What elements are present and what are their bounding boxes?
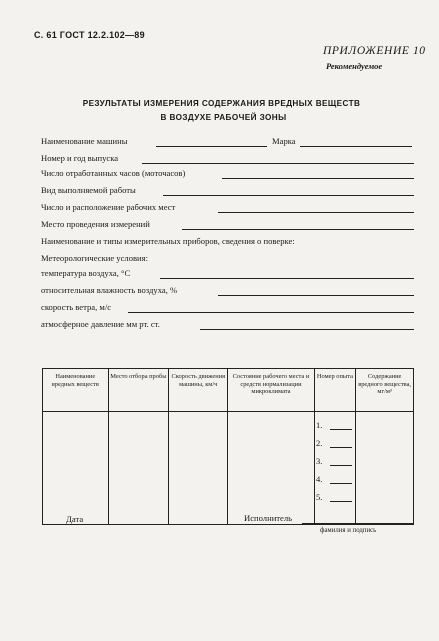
experiment-number-1: 1. bbox=[316, 420, 323, 430]
experiment-line-2[interactable] bbox=[330, 447, 352, 448]
field-humidity-line[interactable] bbox=[218, 295, 414, 296]
field-brand-line[interactable] bbox=[300, 146, 412, 147]
field-hours-line[interactable] bbox=[222, 178, 414, 179]
experiment-line-1[interactable] bbox=[330, 429, 352, 430]
page-header: С. 61 ГОСТ 12.2.102—89 bbox=[34, 30, 145, 40]
field-pressure-line[interactable] bbox=[200, 329, 414, 330]
field-temp-line[interactable] bbox=[160, 278, 414, 279]
field-wind-line[interactable] bbox=[128, 312, 414, 313]
cell-substance[interactable] bbox=[43, 412, 109, 525]
field-places-line[interactable] bbox=[218, 212, 414, 213]
appendix-status: Рекомендуемое bbox=[326, 61, 383, 71]
field-number-year-line[interactable] bbox=[142, 163, 414, 164]
field-work-line[interactable] bbox=[163, 195, 414, 196]
cell-workplace-state[interactable] bbox=[228, 412, 314, 525]
cell-content[interactable] bbox=[356, 412, 414, 525]
cell-sample-place[interactable] bbox=[108, 412, 169, 525]
field-number-year-label: Номер и год выпуска bbox=[41, 153, 119, 163]
experiment-number-4: 4. bbox=[316, 474, 323, 484]
experiment-number-2: 2. bbox=[316, 438, 323, 448]
executor-label: Исполнитель bbox=[244, 513, 293, 523]
field-place-label: Место проведения измерений bbox=[41, 219, 150, 229]
field-brand-label: Марка bbox=[272, 136, 296, 146]
doc-title-line2: В ВОЗДУХЕ РАБОЧЕЙ ЗОНЫ bbox=[160, 113, 287, 122]
field-hours-label: Число отработанных часов (моточасов) bbox=[41, 168, 186, 178]
doc-title-line1: РЕЗУЛЬТАТЫ ИЗМЕРЕНИЯ СОДЕРЖАНИЯ ВРЕДНЫХ ВЕЩЕСТВ bbox=[82, 99, 361, 108]
table-row bbox=[43, 412, 414, 525]
field-temp-label: температура воздуха, °С bbox=[41, 268, 131, 278]
experiment-line-4[interactable] bbox=[330, 483, 352, 484]
executor-line[interactable] bbox=[302, 523, 414, 524]
experiment-line-3[interactable] bbox=[330, 465, 352, 466]
appendix-title: ПРИЛОЖЕНИЕ 10 bbox=[323, 45, 426, 57]
experiment-number-3: 3. bbox=[316, 456, 323, 466]
col-content: Содержание вредного вещества, мг/м³ bbox=[356, 369, 414, 412]
field-work-label: Вид выполняемой работы bbox=[41, 185, 136, 195]
field-pressure-label: атмосферное давление мм рт. ст. bbox=[41, 319, 160, 329]
cell-speed[interactable] bbox=[169, 412, 228, 525]
experiment-line-5[interactable] bbox=[330, 501, 352, 502]
table-header-row bbox=[43, 369, 414, 412]
field-wind-label: скорость ветра, м/с bbox=[41, 302, 112, 312]
date-label: Дата bbox=[66, 514, 84, 524]
date-line[interactable] bbox=[92, 524, 204, 525]
field-meteo-label: Метеорологические условия: bbox=[41, 253, 148, 263]
executor-caption: фамилия и подпись bbox=[320, 527, 377, 534]
col-sample-place: Место отбора пробы bbox=[108, 369, 169, 412]
experiment-number-5: 5. bbox=[316, 492, 323, 502]
col-workplace-state: Состояние рабочего места и средств нормализации микроклимата bbox=[228, 369, 314, 412]
field-humidity-label: относительная влажность воздуха, % bbox=[41, 285, 178, 295]
measurement-table bbox=[42, 368, 414, 525]
field-place-line[interactable] bbox=[182, 229, 414, 230]
field-places-label: Число и расположение рабочих мест bbox=[41, 202, 176, 212]
field-instruments-label: Наименование и типы измерительных приборов, сведения о поверке: bbox=[41, 236, 295, 246]
col-experiment-number: Номер опыта bbox=[314, 369, 356, 412]
col-substance: Наименование вредных веществ bbox=[43, 369, 109, 412]
col-speed: Скорость движения машины, км/ч bbox=[169, 369, 228, 412]
field-machine-label: Наименование машины bbox=[41, 136, 128, 146]
field-machine-line[interactable] bbox=[156, 146, 267, 147]
